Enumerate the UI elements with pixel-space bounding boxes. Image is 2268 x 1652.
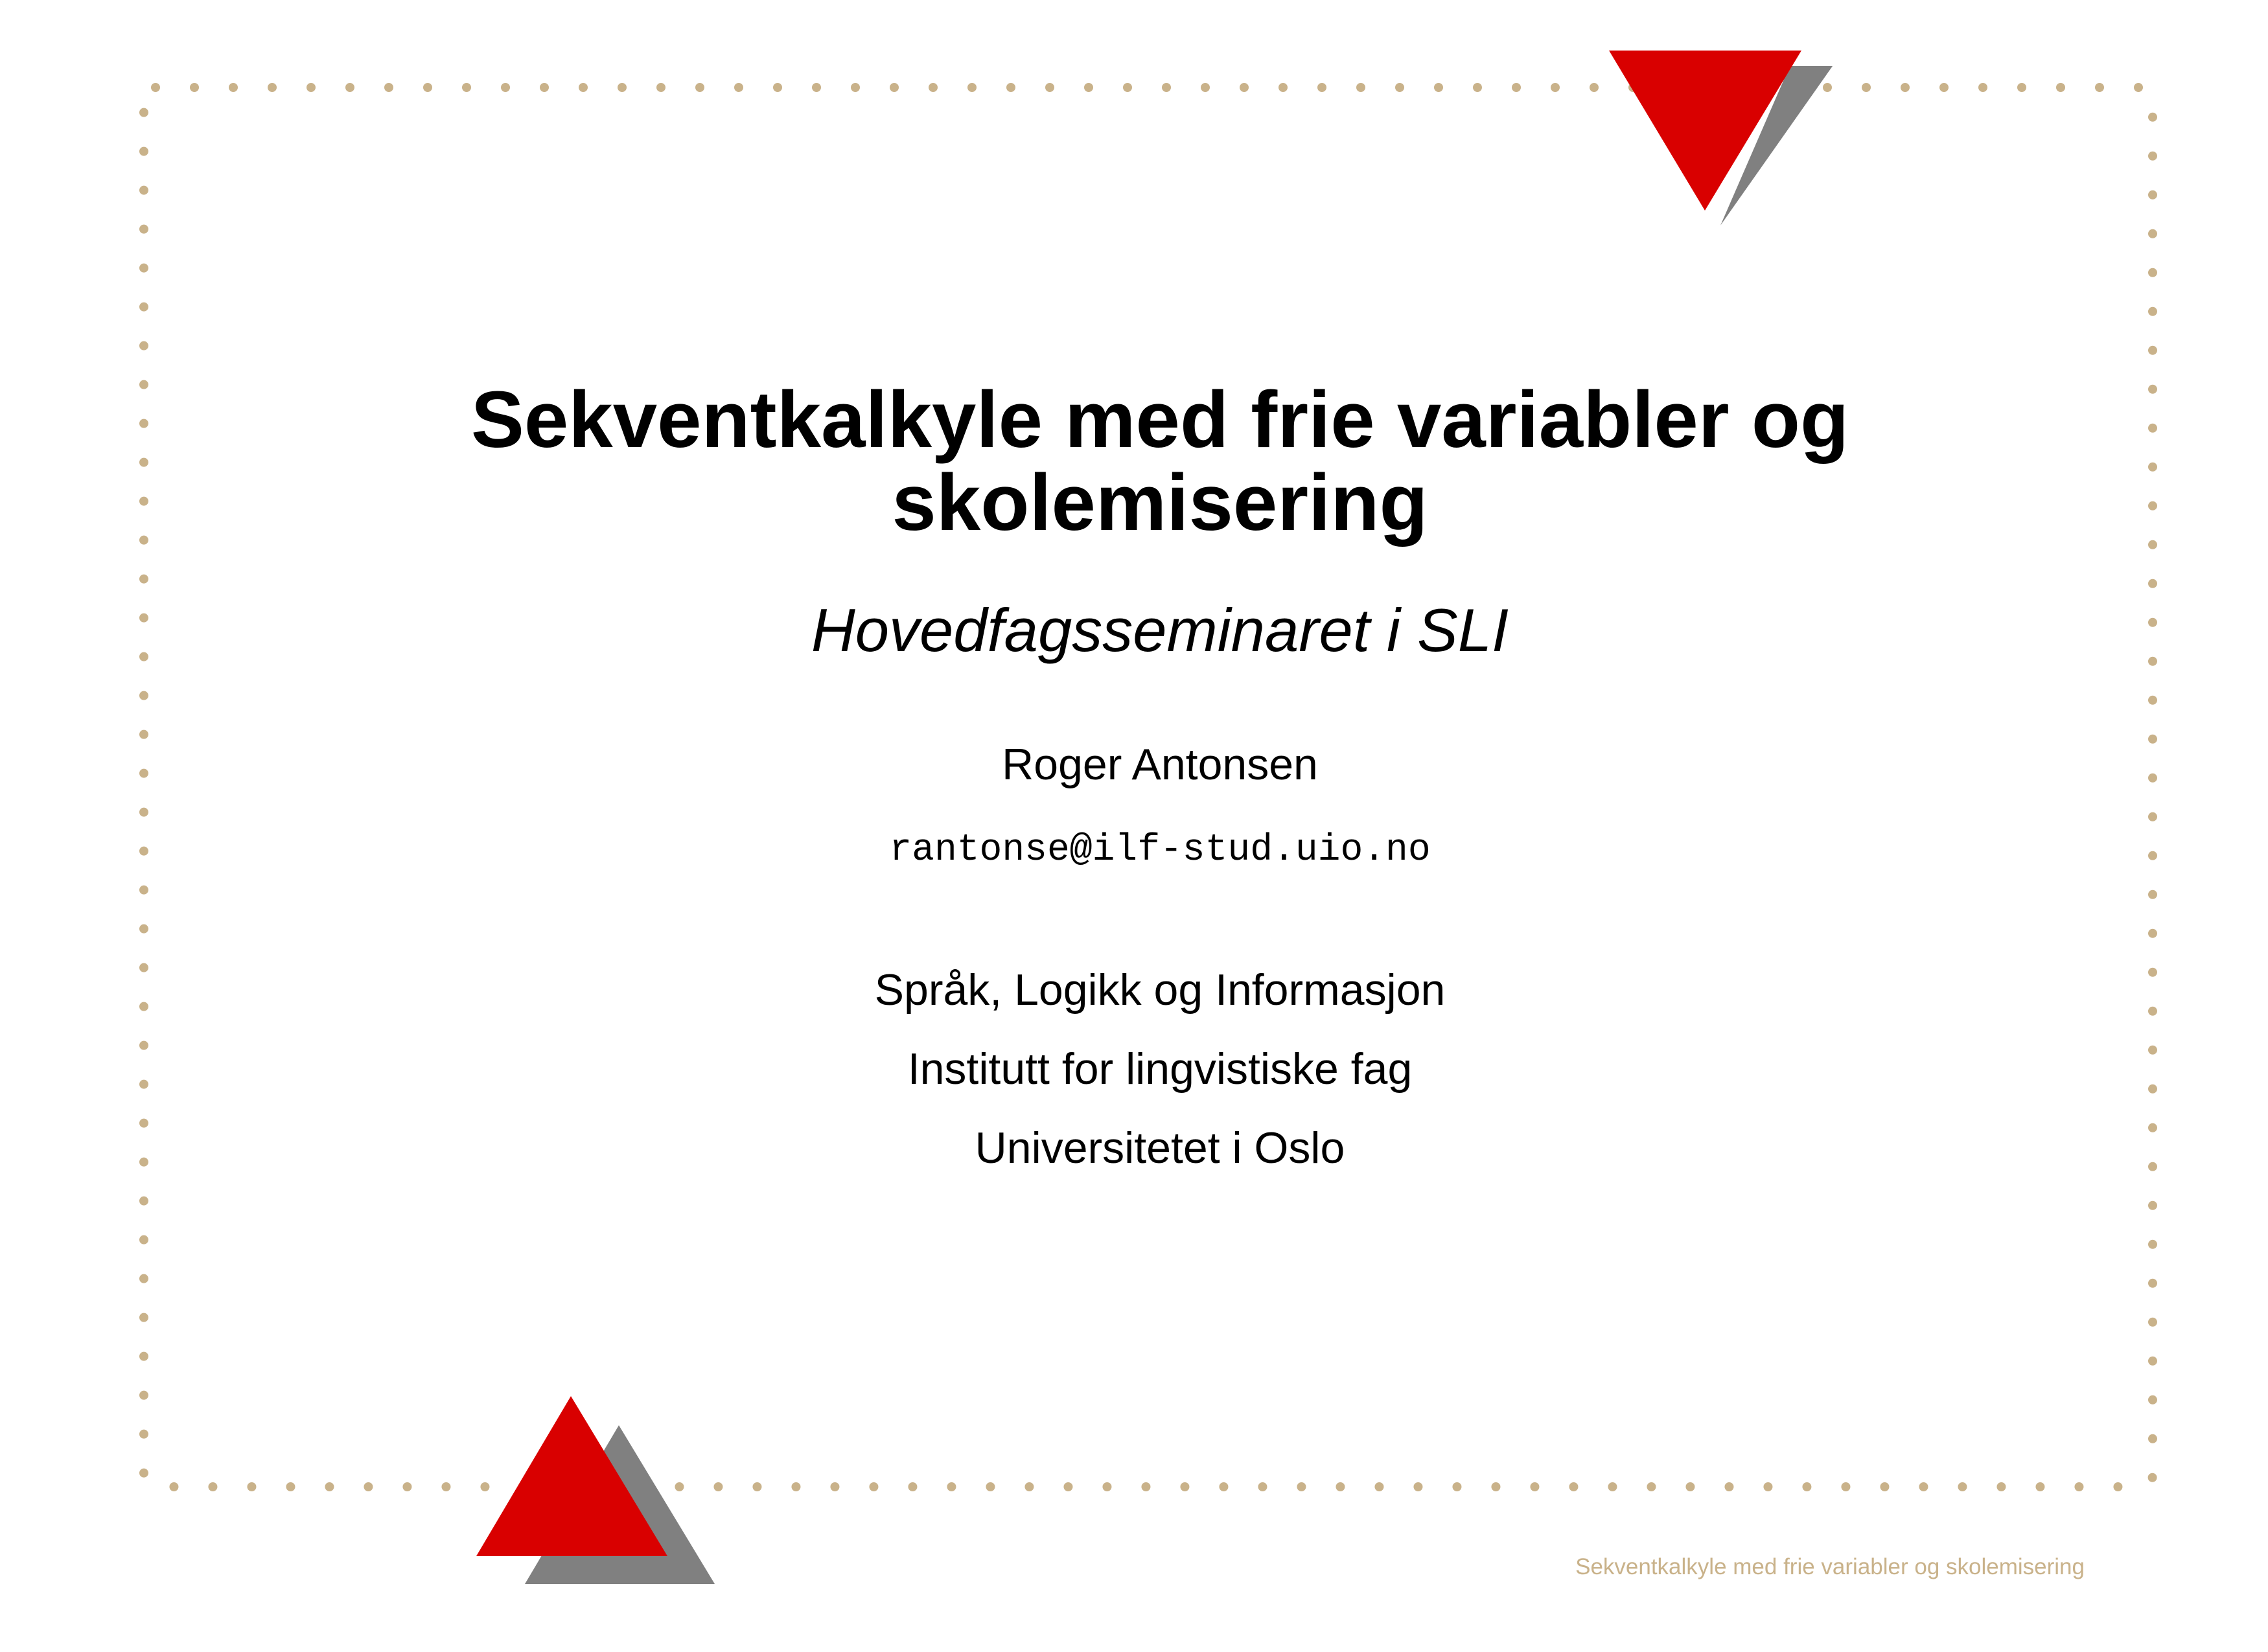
affiliation-department: Institutt for lingvistiske fag (907, 1044, 1413, 1094)
slide-footer: Sekventkalkyle med frie variabler og skolemisering (1575, 1554, 2085, 1579)
slide-title-line-1: Sekventkalkyle med frie variabler og (470, 376, 1849, 465)
affiliation-program: Språk, Logikk og Informasjon (874, 965, 1446, 1015)
slide-title-line-2: skolemisering (892, 459, 1428, 547)
slide-title (78, 376, 2242, 547)
slide-subtitle: Hovedfagsseminaret i SLI (811, 596, 1509, 664)
author-name: Roger Antonsen (1002, 740, 1318, 789)
affiliation-university: Universitetet i Oslo (975, 1123, 1345, 1173)
author-email: rantonse@ilf-stud.uio.no (889, 829, 1431, 871)
